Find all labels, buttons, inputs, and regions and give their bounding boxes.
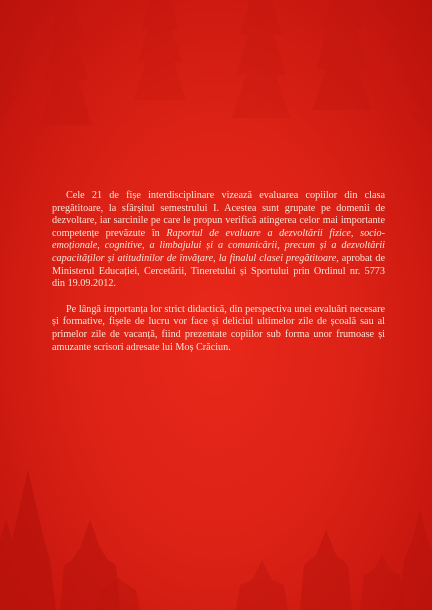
description-paragraph-2: Pe lângă importanța lor strict didactică, din perspectiva unei evaluări necesare și formative, fișele de lucru vor face și deliciul ultimelor zile de școală sau al primelor zile de vacanță, fiind prezentate copiilor sub forma unor frumoase și amuzante scrisori adresate lui Moș Crăciun.	[52, 303, 385, 353]
paragraph-1-text-end: , aprobat de Ministerul Educației, Cercetării, Tineretului și Sportului prin Ordinul nr. 5773 din 19.09.2012.	[52, 252, 385, 290]
report-title-italic: Raportul de evaluare a dezvoltării fizice, socio-emoționale, cognitive, a limbajului și a comunicării, precum și a dezvoltării capacităților și atitudinilor de învățare, la finalul clasei pregătitoare	[52, 227, 385, 264]
description-paragraph-1	[52, 190, 385, 291]
paragraph-1-text: Cele 21 de fișe interdisciplinare vizează evaluarea copiilor din clasa pregătitoare, la sfârșitul semestrului I. Acestea sunt grupate pe domenii de dezvoltare, iar sarcinile pe care le propun verifică atingerea celor mai importante competențe prevăzute în	[52, 190, 385, 239]
description-text-block	[52, 190, 385, 367]
